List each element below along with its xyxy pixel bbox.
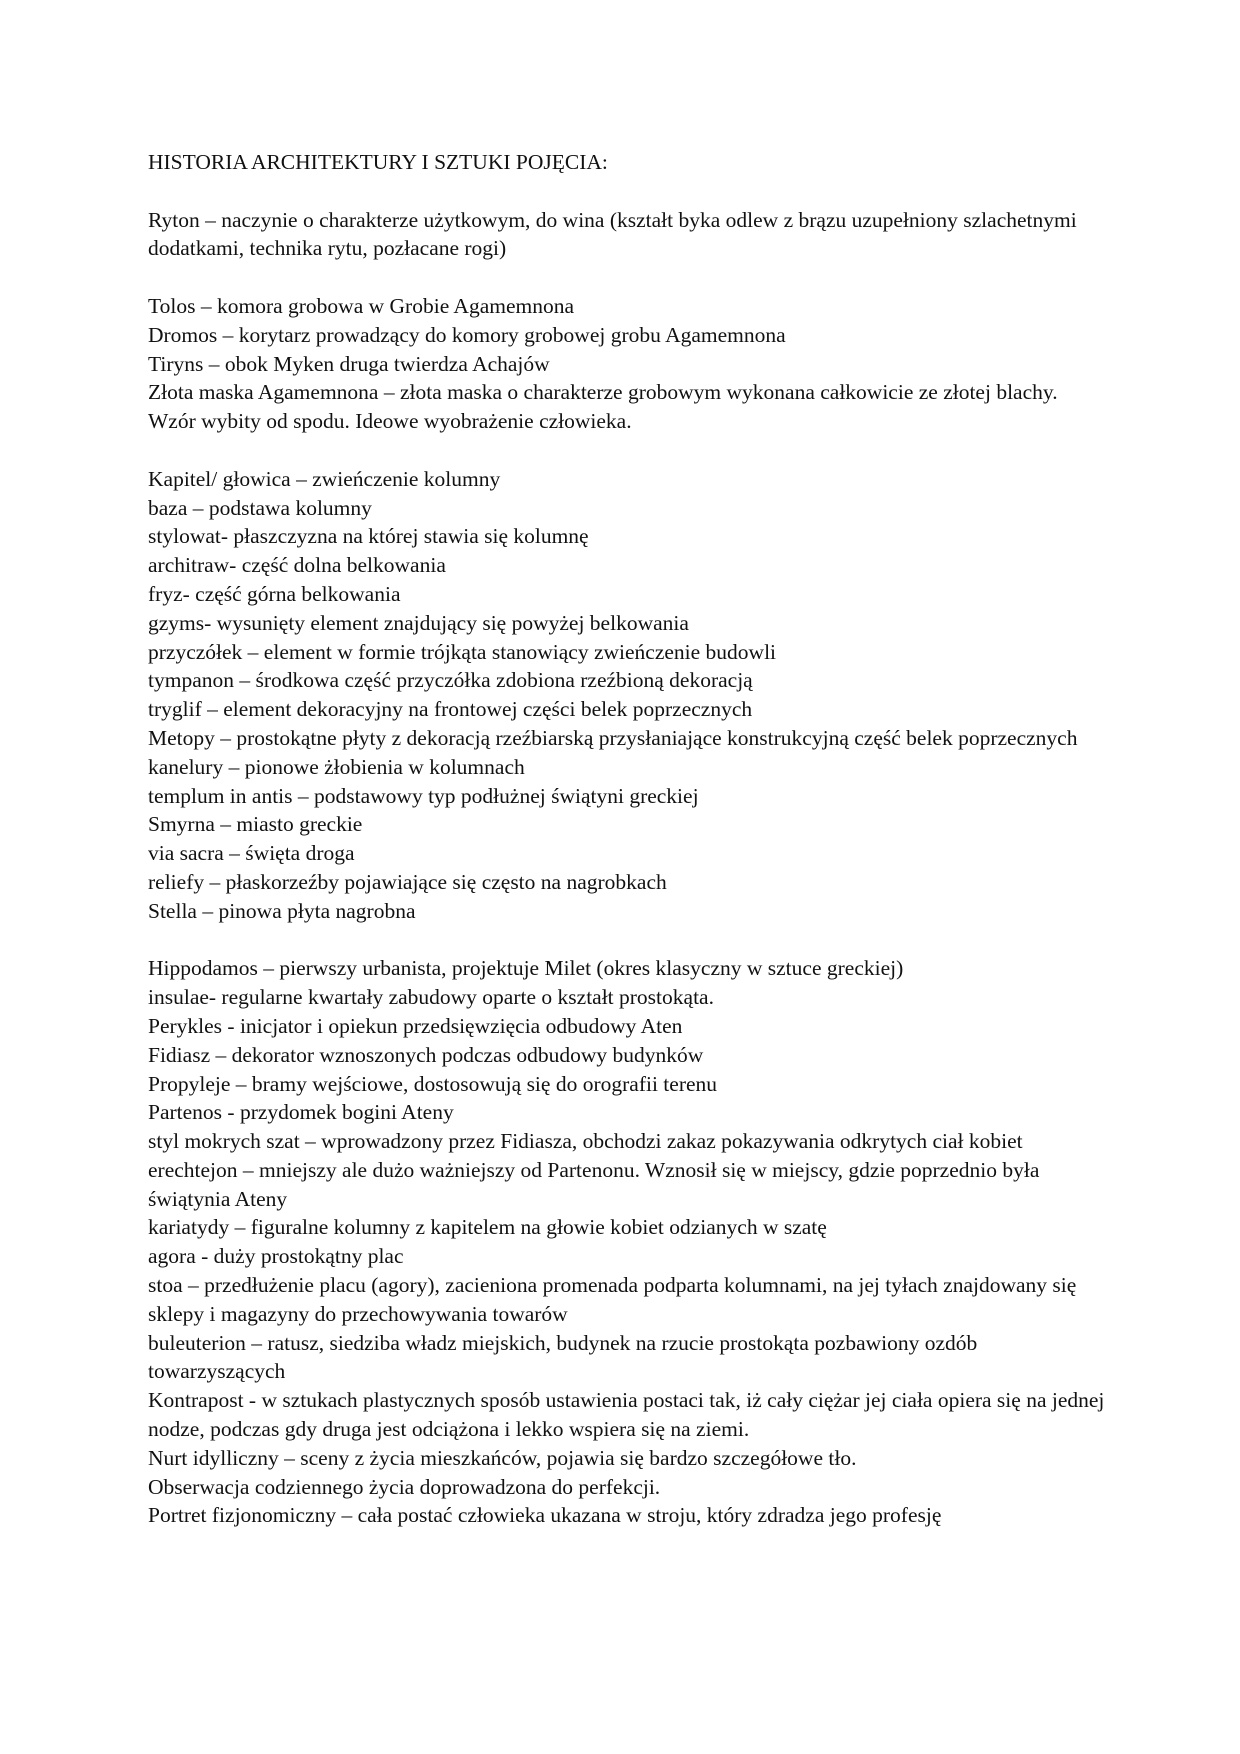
definition-paragraph: erechtejon – mniejszy ale dużo ważniejszy od Partenonu. Wznosił się w miejscy, gdzie poprzednio była świątynia Ateny bbox=[148, 1157, 1040, 1211]
text-block bbox=[148, 206, 1108, 264]
definition-paragraph: Stella – pinowa płyta nagrobna bbox=[148, 898, 416, 923]
definition-paragraph: Kapitel/ głowica – zwieńczenie kolumny bbox=[148, 466, 501, 491]
document-blocks bbox=[148, 206, 1108, 1531]
definition-paragraph: Metopy – prostokątne płyty z dekoracją rzeźbiarską przysłaniające konstrukcyjną część belek poprzecznych bbox=[148, 725, 1078, 750]
definition-paragraph: przyczółek – element w formie trójkąta stanowiący zwieńczenie budowli bbox=[148, 639, 777, 664]
definition-paragraph: tryglif – element dekoracyjny na frontowej części belek poprzecznych bbox=[148, 697, 753, 722]
spacer bbox=[148, 926, 1108, 955]
text-block bbox=[148, 954, 1108, 1530]
definition-paragraph: Propyleje – bramy wejściowe, dostosowują się do orografii terenu bbox=[148, 1071, 718, 1096]
definition-paragraph: Dromos – korytarz prowadzący do komory grobowej grobu Agamemnona bbox=[148, 322, 786, 347]
document-title: HISTORIA ARCHITEKTURY I SZTUKI POJĘCIA: bbox=[148, 150, 608, 174]
definition-paragraph: reliefy – płaskorzeźby pojawiające się często na nagrobkach bbox=[148, 869, 667, 894]
definition-paragraph: buleuterion – ratusz, siedziba władz miejskich, budynek na rzucie prostokąta pozbawiony ozdób towarzyszących bbox=[148, 1330, 978, 1384]
definition-paragraph: stylowat- płaszczyzna na której stawia się kolumnę bbox=[148, 524, 589, 549]
definition-paragraph: Portret fizjonomiczny – cała postać człowieka ukazana w stroju, który zdradza jego profesję bbox=[148, 1503, 942, 1528]
definition-paragraph: Złota maska Agamemnona – złota maska o charakterze grobowym wykonana całkowicie ze złotej blachy. Wzór wybity od spodu. Ideowe wyobrażenie człowieka. bbox=[148, 380, 1058, 434]
spacer bbox=[148, 263, 1108, 292]
definition-paragraph: Nurt idylliczny – sceny z życia mieszkańców, pojawia się bardzo szczegółowe tło. bbox=[148, 1445, 857, 1470]
text-block bbox=[148, 292, 1108, 436]
definition-paragraph: Tolos – komora grobowa w Grobie Agamemnona bbox=[148, 293, 575, 318]
document-body bbox=[148, 148, 1108, 1530]
definition-paragraph: tympanon – środkowa część przyczółka zdobiona rzeźbioną dekoracją bbox=[148, 668, 753, 693]
spacer bbox=[148, 436, 1108, 465]
definition-paragraph: kariatydy – figuralne kolumny z kapitelem na głowie kobiet odzianych w szatę bbox=[148, 1215, 827, 1240]
definition-paragraph: Obserwacja codziennego życia doprowadzona do perfekcji. bbox=[148, 1474, 661, 1499]
definition-paragraph: Ryton – naczynie o charakterze użytkowym, do wina (kształt byka odlew z brązu uzupełniony szlachetnymi dodatkami, technika rytu, pozłacane rogi) bbox=[148, 207, 1077, 261]
definition-paragraph: gzyms- wysunięty element znajdujący się powyżej belkowania bbox=[148, 610, 689, 635]
definition-paragraph: via sacra – święta droga bbox=[148, 841, 355, 866]
definition-paragraph: styl mokrych szat – wprowadzony przez Fidiasza, obchodzi zakaz pokazywania odkrytych ciał kobiet bbox=[148, 1129, 1023, 1154]
definition-paragraph: baza – podstawa kolumny bbox=[148, 495, 372, 520]
definition-paragraph: Perykles - inicjator i opiekun przedsięwzięcia odbudowy Aten bbox=[148, 1013, 683, 1038]
definition-paragraph: stoa – przedłużenie placu (agory), zacieniona promenada podparta kolumnami, na jej tyłach znajdowany się sklepy i magazyny do przechowywania towarów bbox=[148, 1273, 1077, 1326]
definition-paragraph: Tiryns – obok Myken druga twierdza Achajów bbox=[148, 351, 550, 376]
definition-paragraph: fryz- część górna belkowania bbox=[148, 581, 401, 606]
text-block bbox=[148, 465, 1108, 926]
definition-paragraph: templum in antis – podstawowy typ podłużnej świątyni greckiej bbox=[148, 783, 699, 808]
spacer bbox=[148, 177, 1108, 206]
definition-paragraph: Kontrapost - w sztukach plastycznych sposób ustawienia postaci tak, iż cały ciężar jej ciała opiera się na jednej nodze, podczas gdy druga jest odciążona i lekko wspiera się na ziemi. bbox=[148, 1388, 1105, 1442]
definition-paragraph: kanelury – pionowe żłobienia w kolumnach bbox=[148, 754, 525, 779]
definition-paragraph: Fidiasz – dekorator wznoszonych podczas odbudowy budynków bbox=[148, 1042, 704, 1067]
definition-paragraph: Hippodamos – pierwszy urbanista, projektuje Milet (okres klasyczny w sztuce greckiej) bbox=[148, 956, 904, 981]
definition-paragraph: Smyrna – miasto greckie bbox=[148, 812, 363, 837]
definition-paragraph: Partenos - przydomek bogini Ateny bbox=[148, 1100, 454, 1125]
definition-paragraph: architraw- część dolna belkowania bbox=[148, 553, 446, 578]
definition-paragraph: insulae- regularne kwartały zabudowy oparte o kształt prostokąta. bbox=[148, 985, 714, 1010]
definition-paragraph: agora - duży prostokątny plac bbox=[148, 1244, 404, 1269]
